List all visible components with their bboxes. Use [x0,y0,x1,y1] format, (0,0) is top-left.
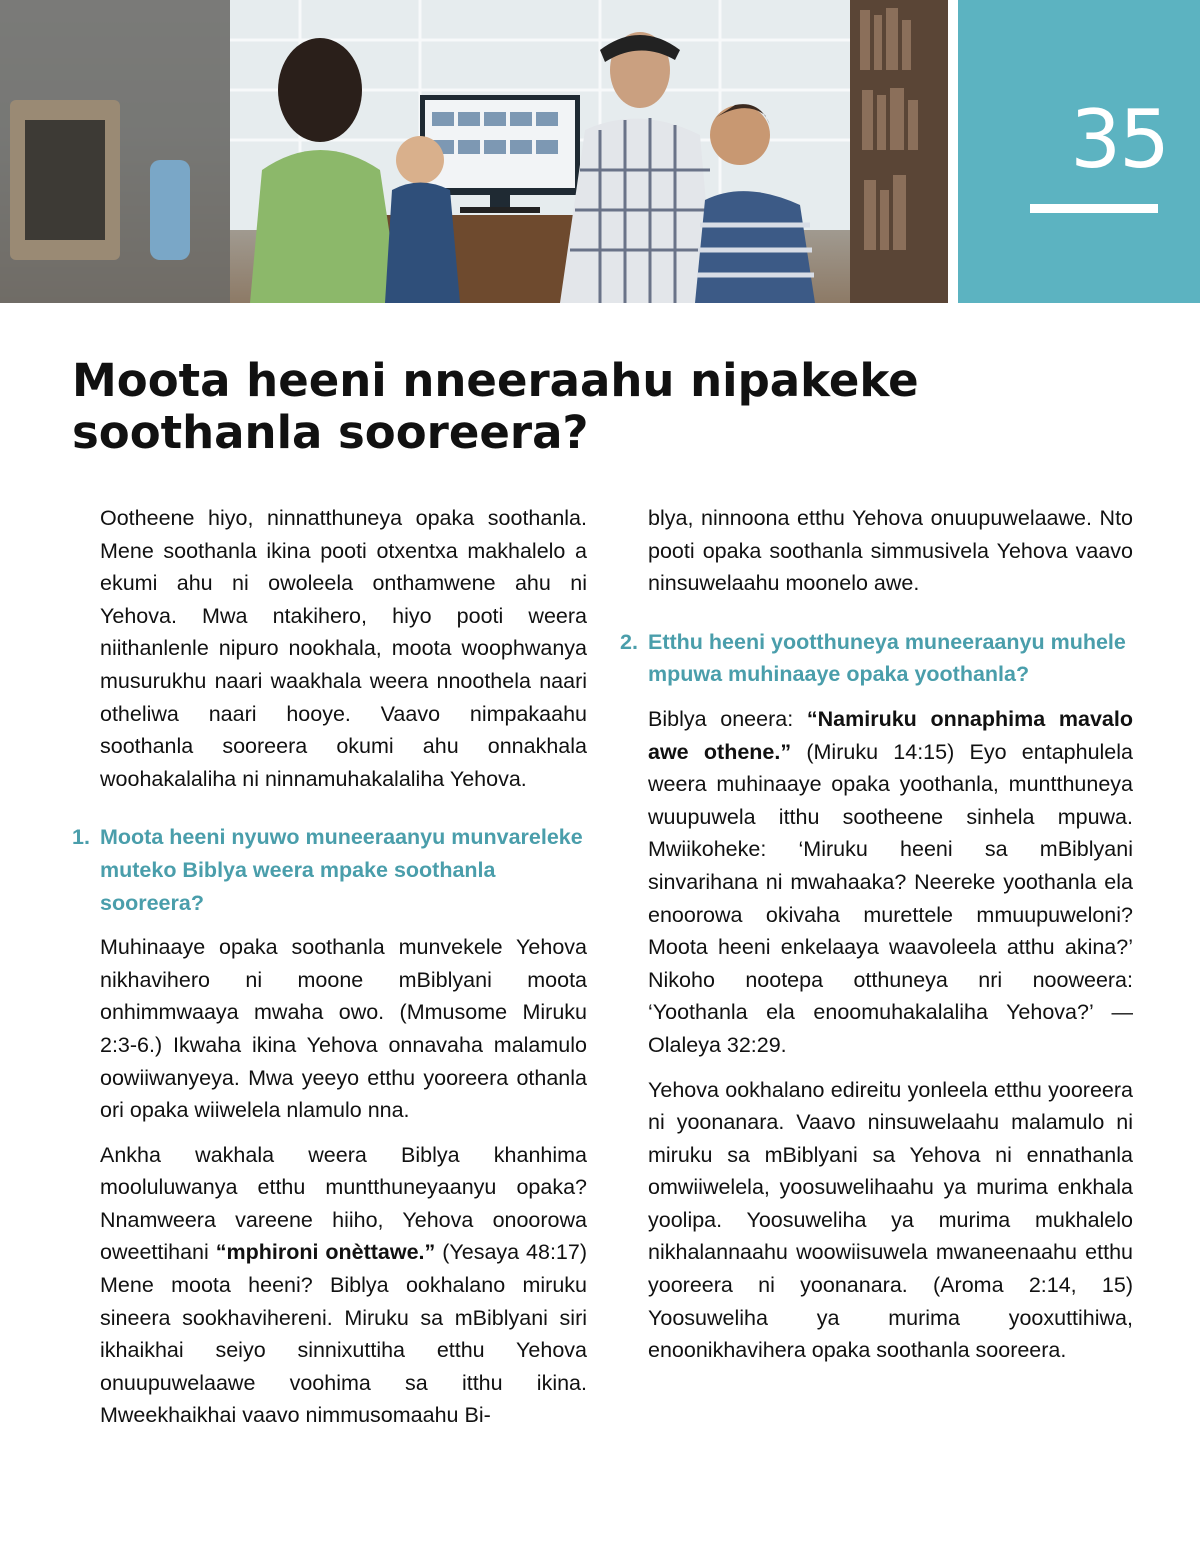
question-1 [72,821,587,919]
paragraph-2: Muhinaaye opaka soothanla munvekele Yehova nikhavihero ni moone mBiblyani moota onhimmwaaya mwaha owo. (Mmusome Miruku 2:3-6.) Ikwaha ikina Yehova onnavaha malamulo oowiiwanyeya. Mwa yeeyo etthu yooreera othanla ori opaka wiiwelela nlamulo nna. [100,935,587,1123]
family-at-computer-illustration [0,0,948,303]
paragraph-6: Yehova ookhalano edireitu yonleela etthu yooreera ni yoonanara. Vaavo ninsuwelaahu malamulo ni miruku sa mBiblyani sa Yehova ni ennathanla omwiiwelela, yoosuwelihaahu ya murima enkhala yoolipa. Yoosuweliha ya murima mukhalelo nikhalannaahu woowiisuwela mwaneenaahu etthu yooreera ni yoonanara. (Aroma 2:14, 15) Yoosuweliha ya murima yooxuttihiwa, enoonikhavihera opaka soothanla sooreera. [648,1077,1133,1363]
question-1-text: Moota heeni nyuwo muneeraanyu munvareleke muteko Biblya weera mpake soothanla sooreera? [100,825,583,915]
question-2-number: 2. [620,629,638,654]
lesson-number-underline [1030,204,1158,213]
paragraph-5-quote: “Namiruku onnaphima mavalo awe othene.” [648,706,1133,764]
lesson-number-box [958,0,1200,303]
question-1-number: 1. [72,825,90,850]
paragraph-5-text-b: (Miruku 14:15) Eyo entaphulela weera muhinaaye opaka yoothanla, muntthuneya wuupuwela itthu sootheene sinhela mpuwa. Mwiikoheke: ‘Miruku heeni sa mBiblyani sinvarihana ni mwahaaka? Neereke yoothanla ela enoorowa okivaha murettele mmuupuweloni? Moota heeni enkelaaya waavoleela atthu akina?’ Nikoho nootepa otthuneya nri nooweera: ‘Yoothanla ela enoomuhakalaliha Yehova?’ — Olaleya 32:29. [648,739,1133,1057]
paragraph-3-text-b: (Yesaya 48:17) Mene moota heeni? Biblya ookhalano miruku sineera sookhavihereni. Miruku sa mBiblyani siri ikhaikhai seiyo sinnixuttiha etthu Yehova onuupuwelaawe voohima sa itthu ikina. Mweekhaikhai vaavo nimmusomaahu Bi- [100,1240,588,1428]
intro-paragraph: Ootheene hiyo, ninnatthuneya opaka soothanla. Mene soothanla ikina pooti otxentxa makhalelo a ekumi ahu ni owoleela onthamwene ahu ni Yehova. Mwa ntakihero, hiyo pooti weera niithanlenle nipuro nookhala, moota woophwanya musurukhu naari waakhala weera nnoothela naari otheliwa naari hooye. Vaavo nimpakaahu soothanla sooreera okumi ahu onnakhala woohakalaliha ni ninnamuhakalaliha Yehova. [100,506,587,791]
paragraph-3-quote: “mphironi onèttawe.” [215,1240,436,1265]
paragraph-4: blya, ninnoona etthu Yehova onuupuwelaawe. Nto pooti opaka soothanla simmusivela Yehova vaavo ninsuwelaahu moonelo awe. [648,506,1133,596]
page-title: Moota heeni nneeraahu nipakeke soothanla sooreera? [72,354,919,459]
right-column [620,502,1133,1379]
paragraph-5-text-a: Biblya oneera: [648,706,807,731]
question-2-text: Etthu heeni yootthuneya muneeraanyu muhele mpuwa muhinaaye opaka yoothanla? [648,629,1126,687]
paragraph-3-text-a: Ankha wakhala weera Biblya khanhima mooluluwanya etthu muntthuneyaanyu opaka? Nnamweera vareene hiiho, Yehova onoorowa oweettihani [100,1142,587,1265]
paragraph-5 [648,703,1133,1062]
left-column [72,502,587,1444]
lesson-number: 35 [1070,93,1168,186]
hero-photo [0,0,948,303]
question-2 [620,626,1133,691]
paragraph-3 [100,1139,587,1432]
